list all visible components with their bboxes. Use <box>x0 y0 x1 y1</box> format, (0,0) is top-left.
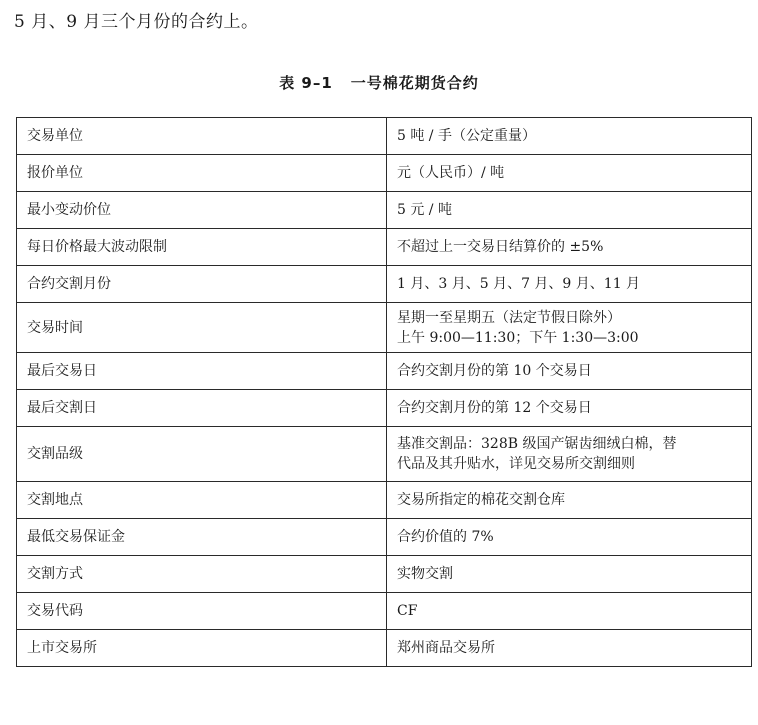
table-row <box>17 482 752 519</box>
row-label: 每日价格最大波动限制 <box>17 229 387 266</box>
row-value-line: 5 吨 / 手（公定重量） <box>397 128 536 144</box>
row-label: 最后交割日 <box>17 390 387 427</box>
table-row <box>17 390 752 427</box>
row-label: 交易代码 <box>17 593 387 630</box>
row-value <box>387 353 752 390</box>
intro-text: 5 月、9 月三个月份的合约上。 <box>14 12 259 32</box>
row-label: 最低交易保证金 <box>17 519 387 556</box>
row-value <box>387 630 752 667</box>
table-row <box>17 556 752 593</box>
row-value-line: 不超过上一交易日结算价的 ±5% <box>397 239 604 255</box>
row-value <box>387 266 752 303</box>
row-value-line: 郑州商品交易所 <box>397 640 495 656</box>
row-label: 交易单位 <box>17 118 387 155</box>
row-value-line: 基准交割品：328B 级国产锯齿细绒白棉，替 <box>397 436 677 452</box>
row-value <box>387 593 752 630</box>
row-label: 交割方式 <box>17 556 387 593</box>
row-value-line: 星期一至星期五（法定节假日除外） <box>397 309 621 326</box>
row-label: 交割地点 <box>17 482 387 519</box>
row-value <box>387 519 752 556</box>
table-row <box>17 266 752 303</box>
contract-spec-table <box>16 117 752 667</box>
row-value-line: 合约交割月份的第 10 个交易日 <box>397 363 592 379</box>
row-label: 最后交易日 <box>17 353 387 390</box>
row-value <box>387 427 752 482</box>
row-label: 合约交割月份 <box>17 266 387 303</box>
row-value-line: 元（人民币）/ 吨 <box>397 165 505 181</box>
row-label: 报价单位 <box>17 155 387 192</box>
row-value-line: 实物交割 <box>397 566 453 582</box>
table-row <box>17 427 752 482</box>
row-value <box>387 390 752 427</box>
table-row <box>17 303 752 353</box>
table-row <box>17 118 752 155</box>
row-value-line: 合约价值的 7% <box>397 529 494 545</box>
table-caption <box>0 72 758 93</box>
row-value <box>387 229 752 266</box>
row-value <box>387 556 752 593</box>
row-value <box>387 192 752 229</box>
table-row <box>17 353 752 390</box>
row-value <box>387 303 752 353</box>
row-value-line: 代品及其升贴水，详见交易所交割细则 <box>397 456 635 472</box>
table-number: 表 9–1 <box>279 74 333 92</box>
row-value-line: 5 元 / 吨 <box>397 202 452 218</box>
table-row <box>17 229 752 266</box>
table-row <box>17 593 752 630</box>
row-value <box>387 118 752 155</box>
table-title: 一号棉花期货合约 <box>350 74 479 92</box>
row-value-line: 1 月、3 月、5 月、7 月、9 月、11 月 <box>397 276 641 292</box>
table-row <box>17 630 752 667</box>
row-value <box>387 155 752 192</box>
row-value-line: 上午 9:00—11:30；下午 1:30—3:00 <box>397 329 639 346</box>
row-label: 最小变动价位 <box>17 192 387 229</box>
table-row <box>17 519 752 556</box>
row-label: 交易时间 <box>17 303 387 353</box>
row-value-line: CF <box>397 603 418 619</box>
row-value-line: 合约交割月份的第 12 个交易日 <box>397 400 592 416</box>
row-value <box>387 482 752 519</box>
row-label: 交割品级 <box>17 427 387 482</box>
row-label: 上市交易所 <box>17 630 387 667</box>
table-row <box>17 155 752 192</box>
row-value-line: 交易所指定的棉花交割仓库 <box>397 492 565 508</box>
table-row <box>17 192 752 229</box>
